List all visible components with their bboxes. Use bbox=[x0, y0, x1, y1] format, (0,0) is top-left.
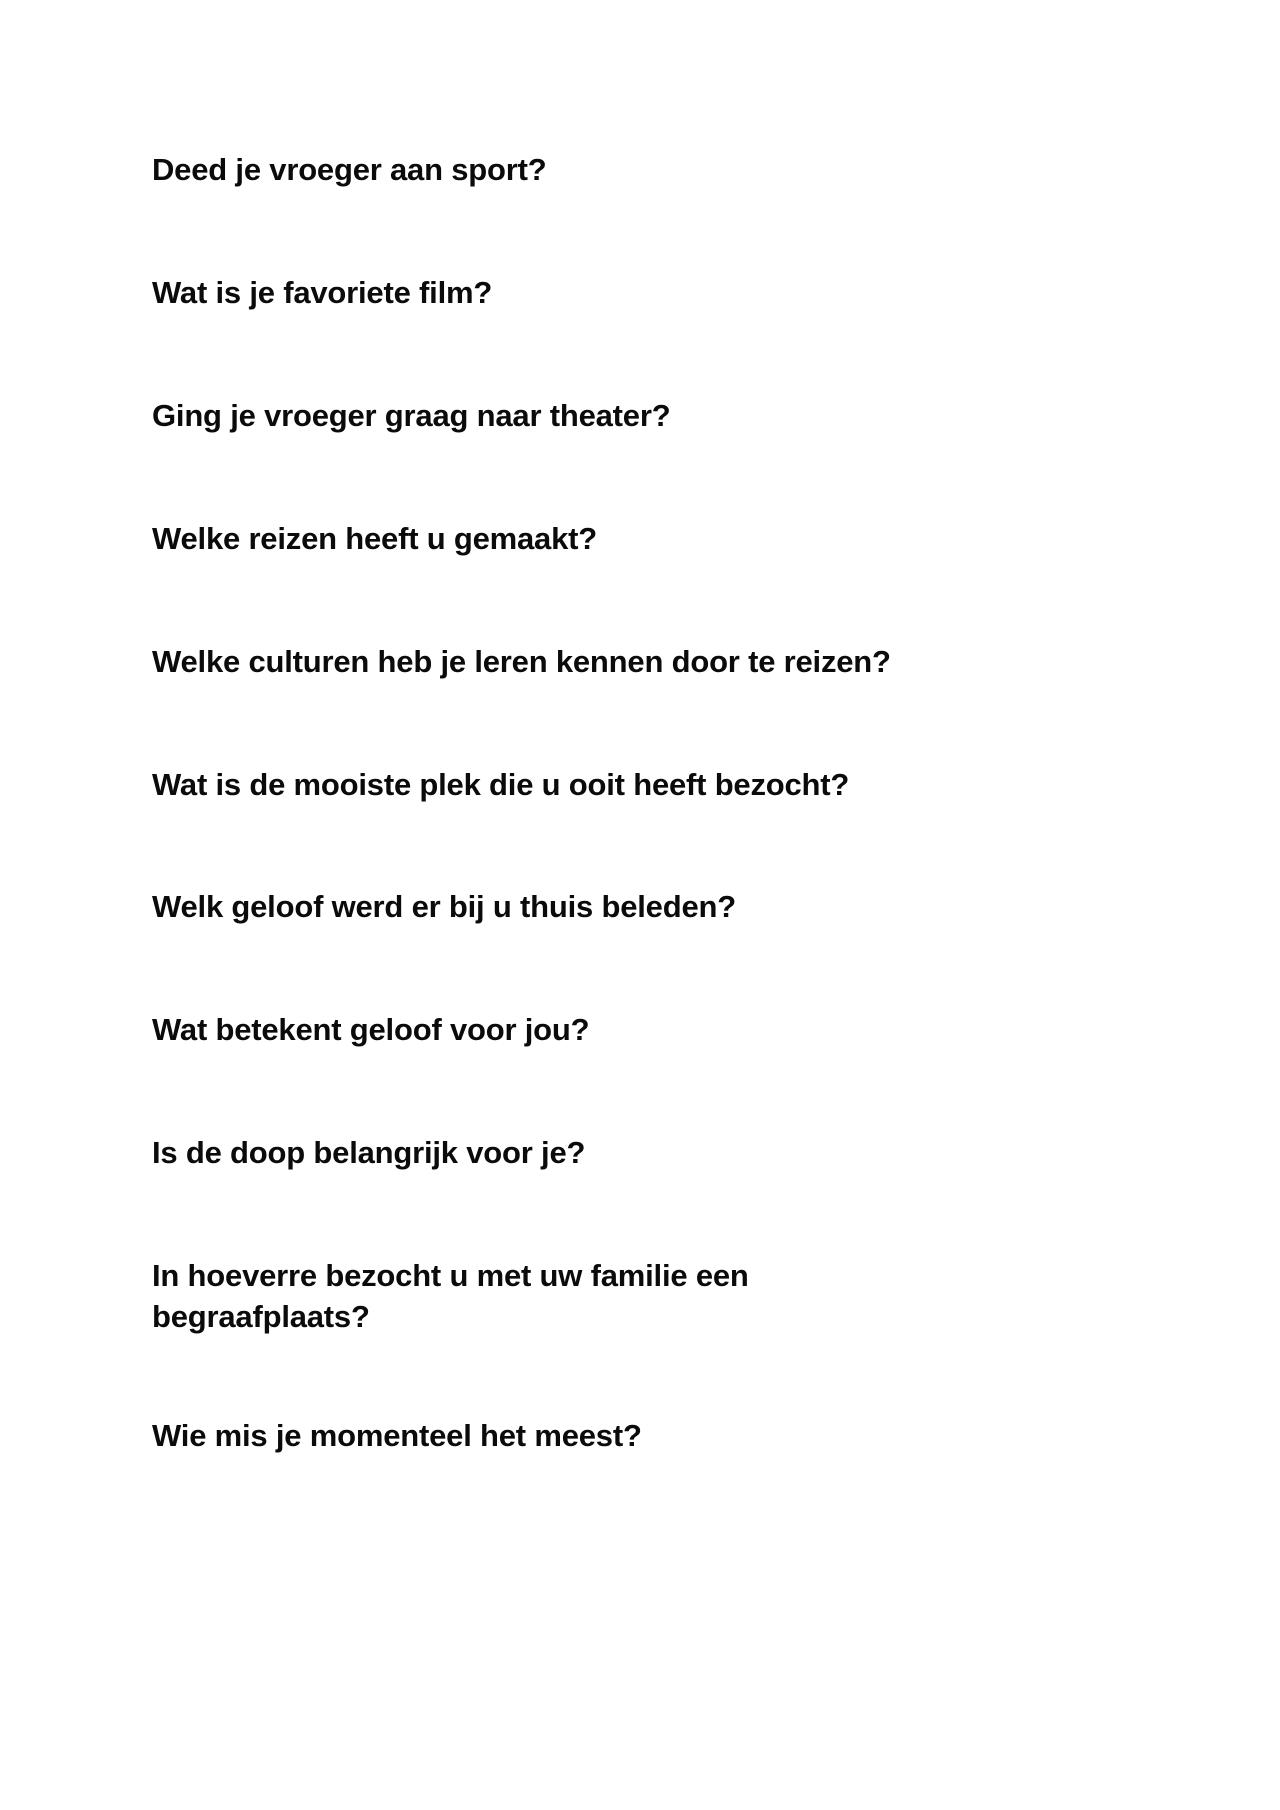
question-item: Ging je vroeger graag naar theater? bbox=[152, 397, 671, 433]
question-item: Is de doop belangrijk voor je? bbox=[152, 1135, 586, 1171]
question-list bbox=[152, 150, 1120, 1457]
question-item: Wat is je favoriete film? bbox=[152, 274, 493, 310]
question-item: Deed je vroeger aan sport? bbox=[152, 152, 547, 187]
question-item: Welke culturen heb je leren kennen door te reizen? bbox=[152, 643, 891, 679]
question-item: Wat is de mooiste plek die u ooit heeft bezocht? bbox=[152, 766, 850, 802]
question-item: In hoeverre bezocht u met uw familie een begraafplaats? bbox=[152, 1258, 749, 1335]
question-item: Wat betekent geloof voor jou? bbox=[152, 1012, 590, 1048]
question-item: Welk geloof werd er bij u thuis beleden? bbox=[152, 889, 736, 925]
question-item: Wie mis je momenteel het meest? bbox=[152, 1417, 642, 1453]
question-item: Welke reizen heeft u gemaakt? bbox=[152, 520, 598, 556]
